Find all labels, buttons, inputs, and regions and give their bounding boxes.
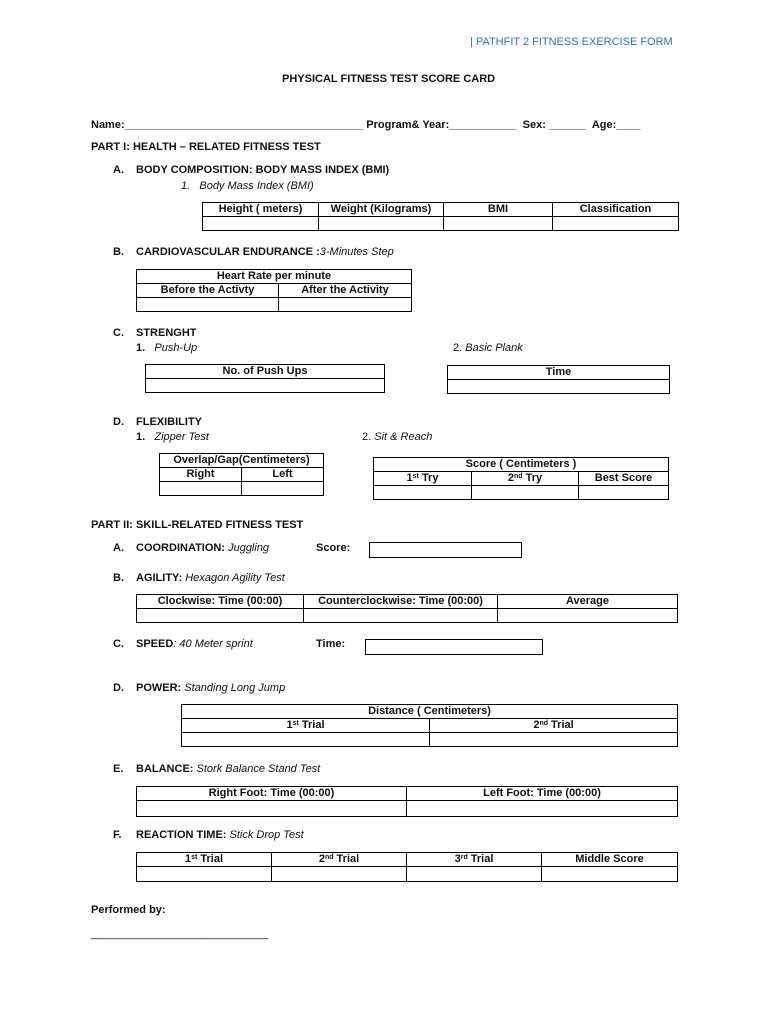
part2-f-test: Stick Drop Test xyxy=(229,829,304,841)
balance-cell-right-foot[interactable] xyxy=(137,801,407,817)
part1-d-sub2-num: 2. xyxy=(362,431,372,443)
reaction-cell-trial1[interactable] xyxy=(137,867,272,882)
reaction-col-trial2: 2nd Trial xyxy=(272,853,407,867)
power-col-trial2: 2nd Trial xyxy=(430,719,678,733)
part2-d-test: Standing Long Jump xyxy=(184,682,286,694)
agility-table xyxy=(136,594,678,623)
zipper-group: Overlap/Gap(Centimeters) xyxy=(160,454,324,468)
pushup-cell[interactable] xyxy=(146,379,385,393)
bmi-col-weight: Weight (Kilograms) xyxy=(319,203,444,217)
part1-b-title: CARDIOVASCULAR ENDURANCE : xyxy=(136,246,320,258)
bmi-table xyxy=(202,202,679,231)
power-group: Distance ( Centimeters) xyxy=(182,705,678,719)
part2-e-heading xyxy=(136,763,320,775)
sit-reach-col-try2: 2nd Try xyxy=(472,472,579,486)
performed-by-label: Performed by: xyxy=(91,904,166,916)
sit-reach-col-best: Best Score xyxy=(579,472,669,486)
part2-b-test: Hexagon Agility Test xyxy=(185,572,285,584)
heart-rate-col-after: After the Activity xyxy=(279,284,412,298)
part1-c-sub2-num: 2. xyxy=(453,342,463,354)
pushup-col: No. of Push Ups xyxy=(146,365,385,379)
part1-d-title: FLEXIBILITY xyxy=(136,416,202,428)
reaction-col-trial1: 1st Trial xyxy=(137,853,272,867)
balance-table xyxy=(136,786,678,817)
part2-c-heading xyxy=(136,638,253,650)
bmi-cell-bmi[interactable] xyxy=(444,217,553,231)
part1-d-sub1-label: Zipper Test xyxy=(154,431,209,443)
sit-reach-table xyxy=(373,457,669,500)
sit-reach-cell-try2[interactable] xyxy=(472,486,579,500)
part1-c-title: STRENGHT xyxy=(136,327,197,339)
part2-c-title: SPEED xyxy=(136,638,174,650)
plank-table xyxy=(447,365,670,394)
part1-a-title: BODY COMPOSITION: BODY MASS INDEX (BMI) xyxy=(136,164,390,176)
agility-col-clockwise: Clockwise: Time (00:00) xyxy=(137,595,304,609)
plank-cell[interactable] xyxy=(448,380,670,394)
part1-a-sub xyxy=(181,180,314,192)
part1-c-sub1 xyxy=(136,342,197,354)
balance-col-left-foot: Left Foot: Time (00:00) xyxy=(407,787,678,801)
sit-reach-cell-try1[interactable] xyxy=(374,486,472,500)
part1-title: PART I: HEALTH – RELATED FITNESS TEST xyxy=(91,141,321,153)
part1-d-sub1-num: 1. xyxy=(136,431,146,443)
part2-e-test: Stork Balance Stand Test xyxy=(196,763,321,775)
bmi-cell-weight[interactable] xyxy=(319,217,444,231)
part1-a-letter: A. xyxy=(113,164,124,176)
plank-col: Time xyxy=(448,366,670,380)
zipper-table xyxy=(159,453,324,496)
part1-c-sub1-label: Push-Up xyxy=(154,342,198,354)
part1-d-sub1 xyxy=(136,431,209,443)
part1-d-letter: D. xyxy=(113,416,124,428)
part2-d-letter: D. xyxy=(113,682,124,694)
part2-c-test: : 40 Meter sprint xyxy=(173,638,253,650)
agility-col-average: Average xyxy=(498,595,678,609)
part1-c-sub2-label: Basic Plank xyxy=(465,342,523,354)
heart-rate-group: Heart Rate per minute xyxy=(137,270,412,284)
zipper-col-right: Right xyxy=(160,468,242,482)
part2-title: PART II: SKILL-RELATED FITNESS TEST xyxy=(91,519,304,531)
age-field[interactable]: ____ xyxy=(616,119,641,131)
part2-c-letter: C. xyxy=(113,638,124,650)
power-col-trial1: 1st Trial xyxy=(182,719,430,733)
zipper-col-left: Left xyxy=(242,468,324,482)
part2-f-heading xyxy=(136,829,304,841)
part1-b-test: 3-Minutes Step xyxy=(319,246,394,258)
bmi-col-bmi: BMI xyxy=(444,203,553,217)
power-table xyxy=(181,704,678,747)
part1-c-sub2 xyxy=(453,342,523,354)
part1-d-sub2 xyxy=(362,431,432,443)
balance-cell-left-foot[interactable] xyxy=(407,801,678,817)
reaction-cell-trial2[interactable] xyxy=(272,867,407,882)
power-cell-trial1[interactable] xyxy=(182,733,430,747)
part2-f-title: REACTION TIME: xyxy=(136,829,227,841)
heart-rate-cell-before[interactable] xyxy=(137,298,279,312)
sex-label: Sex: xyxy=(522,119,546,131)
part2-e-title: BALANCE: xyxy=(136,763,194,775)
power-cell-trial2[interactable] xyxy=(430,733,678,747)
part2-d-title: POWER: xyxy=(136,682,182,694)
reaction-cell-trial3[interactable] xyxy=(407,867,542,882)
part1-c-sub1-num: 1. xyxy=(136,342,146,354)
part1-a-sub-label: Body Mass Index (BMI) xyxy=(199,180,314,192)
sit-reach-group: Score ( Centimeters ) xyxy=(374,458,669,472)
name-label: Name: xyxy=(91,119,125,131)
reaction-col-middle-score: Middle Score xyxy=(542,853,678,867)
name-field[interactable]: _______________________________________ xyxy=(124,119,364,131)
speed-time-field[interactable] xyxy=(365,639,543,655)
sex-field[interactable]: ______ xyxy=(548,119,586,131)
form-header-label: | PATHFIT 2 FITNESS EXERCISE FORM xyxy=(470,36,673,48)
agility-cell-average[interactable] xyxy=(498,609,678,623)
reaction-cell-middle-score[interactable] xyxy=(542,867,678,882)
sit-reach-cell-best[interactable] xyxy=(579,486,669,500)
bmi-col-height: Height ( meters) xyxy=(203,203,319,217)
heart-rate-col-before: Before the Activty xyxy=(137,284,279,298)
agility-col-counterclockwise: Counterclockwise: Time (00:00) xyxy=(304,595,498,609)
heart-rate-cell-after[interactable] xyxy=(279,298,412,312)
sit-reach-col-try1: 1st Try xyxy=(374,472,472,486)
balance-col-right-foot: Right Foot: Time (00:00) xyxy=(137,787,407,801)
part1-d-sub2-label: Sit & Reach xyxy=(374,431,433,443)
heart-rate-table xyxy=(136,269,412,312)
part1-b-heading xyxy=(136,246,394,258)
program-field[interactable]: ___________ xyxy=(449,119,517,131)
zipper-cell-left[interactable] xyxy=(242,482,324,496)
zipper-cell-right[interactable] xyxy=(160,482,242,496)
program-label: Program& Year: xyxy=(366,119,450,131)
part2-b-letter: B. xyxy=(113,572,124,584)
pushup-table xyxy=(145,364,385,393)
part2-a-test: Juggling xyxy=(228,542,270,554)
part2-f-letter: F. xyxy=(113,829,122,841)
part2-d-heading xyxy=(136,682,285,694)
info-line xyxy=(91,119,641,131)
coordination-score-field[interactable] xyxy=(369,542,522,558)
part2-a-title: COORDINATION: xyxy=(136,542,226,554)
part1-c-letter: C. xyxy=(113,327,124,339)
reaction-table xyxy=(136,852,678,882)
age-label: Age: xyxy=(591,119,617,131)
agility-cell-counterclockwise[interactable] xyxy=(304,609,498,623)
coordination-score-label: Score: xyxy=(316,542,351,554)
part2-e-letter: E. xyxy=(113,763,124,775)
bmi-col-classification: Classification xyxy=(553,203,679,217)
speed-time-label: Time: xyxy=(316,638,346,650)
part2-b-heading xyxy=(136,572,285,584)
part1-a-sub-num: 1. xyxy=(181,180,191,192)
signature-line[interactable]: _____________________________ xyxy=(91,928,269,940)
part1-b-letter: B. xyxy=(113,246,124,258)
agility-cell-clockwise[interactable] xyxy=(137,609,304,623)
part2-a-letter: A. xyxy=(113,542,124,554)
part2-a-heading xyxy=(136,542,269,554)
page-title: PHYSICAL FITNESS TEST SCORE CARD xyxy=(282,73,496,85)
bmi-cell-classification[interactable] xyxy=(553,217,679,231)
part2-b-title: AGILITY: xyxy=(136,572,183,584)
bmi-cell-height[interactable] xyxy=(203,217,319,231)
reaction-col-trial3: 3rd Trial xyxy=(407,853,542,867)
